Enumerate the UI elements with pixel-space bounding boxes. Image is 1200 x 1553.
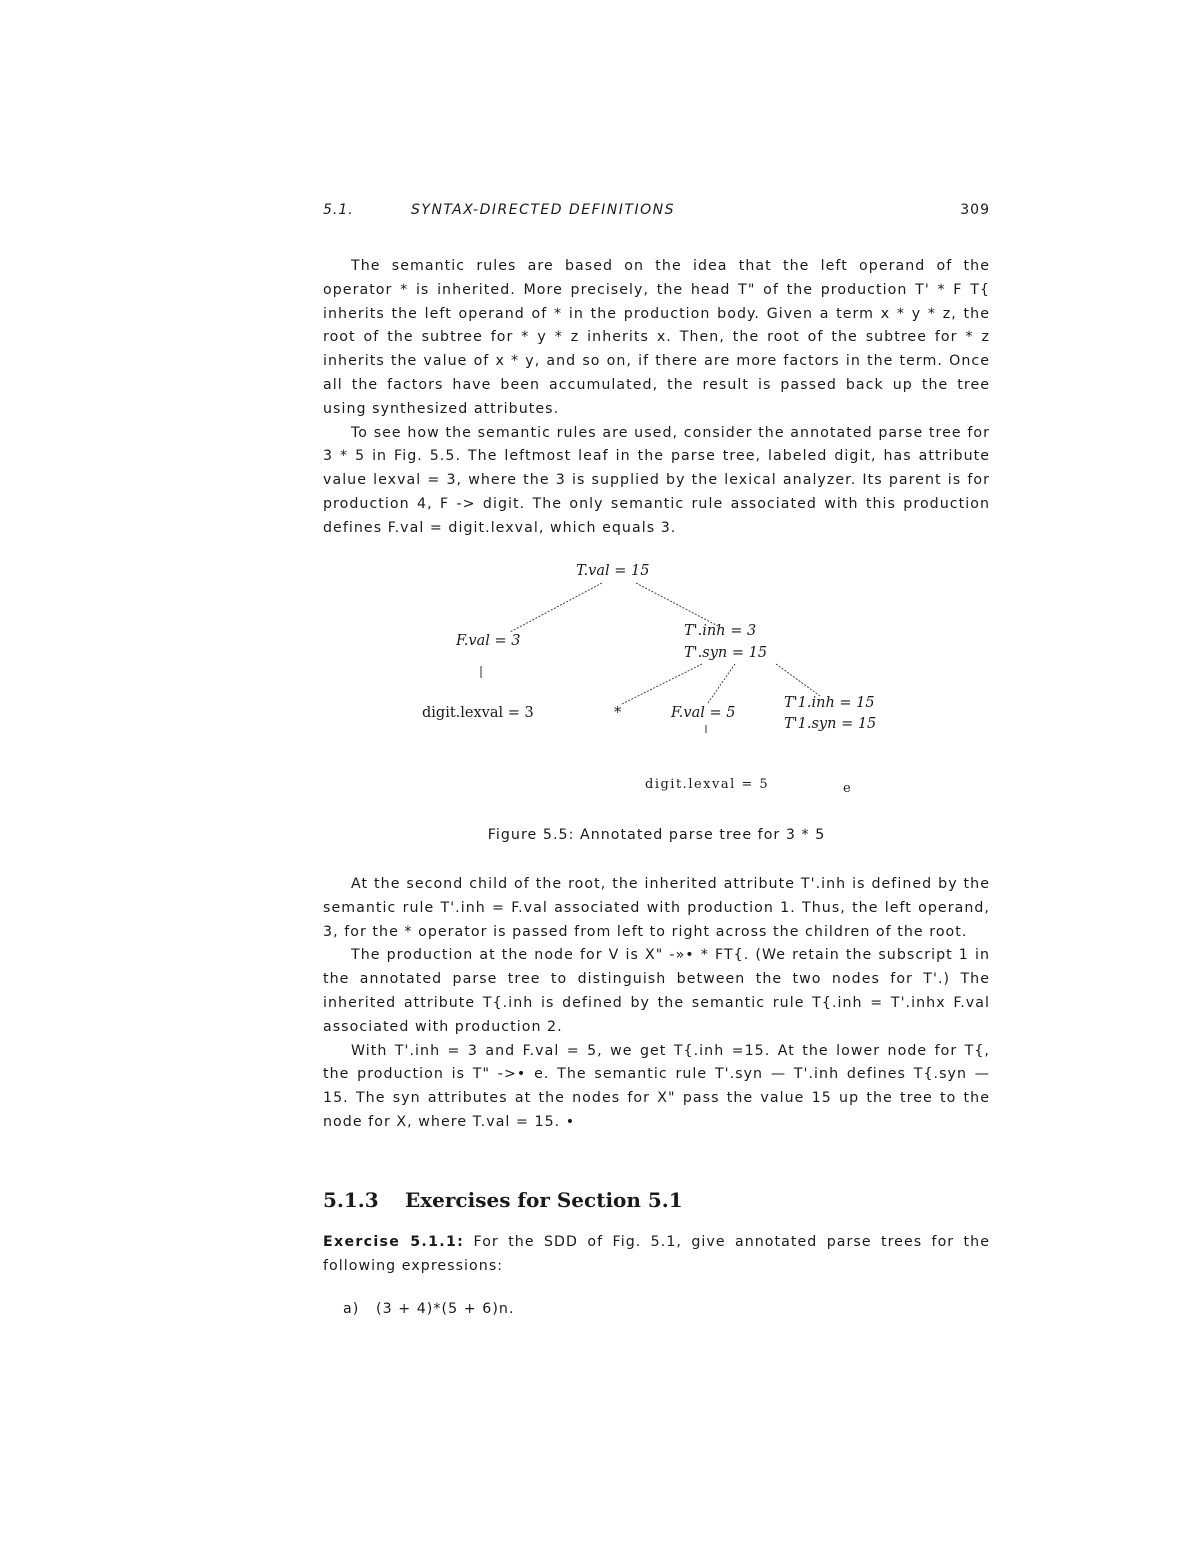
edge-tprime-t1 (776, 664, 820, 696)
tree-node-fval-right: F.val = 5 (671, 705, 736, 721)
paragraph-lower-node: With T'.inh = 3 and F.val = 5, we get T{.inh =15. At the lower node for T{, the production is T" ->• e. The semantic rule T'.syn — T'.inh defines T{.syn — 15. The syn attributes at the nodes for X" pass the value 15 up the tree to the node for X, where T.val = 15. • (323, 1042, 990, 1130)
paragraph-annotated-tree-intro: To see how the semantic rules are used, consider the annotated parse tree for 3 * 5 in Fig. 5.5. The leftmost leaf in the parse tree, labeled digit, has attribute value lexval = 3, where the 3 is supplied by the lexical analyzer. Its parent is for production 4, F -> digit. The only semantic rule associated with this production defines F.val = digit.lexval, which equals 3. (323, 424, 990, 536)
tree-node-epsilon: e (843, 781, 851, 796)
figure-caption: Figure 5.5: Annotated parse tree for 3 * 5 (487, 827, 826, 843)
tree-node-digit-right: digit.lexval = 5 (645, 777, 770, 792)
tree-node-tprime-inh: T'.inh = 3 (684, 623, 757, 639)
edge-tprime-fval2 (708, 664, 735, 703)
tree-node-t1-syn: T'1.syn = 15 (784, 716, 877, 732)
exercise-label: Exercise 5.1.1: (323, 1234, 465, 1250)
item-text: (3 + 4)*(5 + 6)n. (376, 1301, 515, 1317)
edge-root-tprime (636, 583, 718, 626)
exercise-paragraph (323, 1231, 990, 1279)
edge-tprime-star (622, 664, 702, 704)
edge-root-fval (510, 583, 602, 632)
tree-node-t1-inh: T'1.inh = 15 (784, 695, 875, 711)
exercise-block (323, 1231, 990, 1279)
exercise-item (343, 1301, 515, 1317)
header-section-number: 5.1. (323, 202, 354, 218)
header-title: SYNTAX-DIRECTED DEFINITIONS (411, 202, 675, 218)
page-number: 309 (960, 202, 990, 218)
section-number: 5.1.3 (323, 1188, 379, 1212)
section-heading (323, 1188, 683, 1212)
tree-node-root: T.val = 15 (576, 563, 650, 579)
paragraph-production-node: The production at the node for V is X" -»• * FT{. (We retain the subscript 1 in the annotated parse tree to distinguish between the two nodes for T'.) The inherited attribute T{.inh is defined by the semantic rule T{.inh = T'.inhx F.val associated with production 2. (323, 947, 990, 1035)
item-label: a) (343, 1301, 360, 1317)
section-title: Exercises for Section 5.1 (405, 1188, 683, 1212)
paragraph-second-child: At the second child of the root, the inherited attribute T'.inh is defined by the semantic rule T'.inh = F.val associated with production 1. Thus, the left operand, 3, for the * operator is passed from left to right across the children of the root. (323, 876, 990, 940)
tree-node-tprime-syn: T'.syn = 15 (684, 645, 768, 661)
exercise-text: For the SDD of Fig. 5.1, give annotated parse trees for the following expressions: (323, 1234, 990, 1274)
tree-node-fval-left: F.val = 3 (456, 633, 521, 649)
paragraph-inherited-operand: The semantic rules are based on the idea that the left operand of the operator * is inherited. More precisely, the head T" of the production T' * F T{ inherits the left operand of * in the production body. Given a term x * y * z, the root of the subtree for * y * z inherits x. Then, the root of the subtree for * z inherits the value of x * y, and so on, if there are more factors in the term. Once all the factors have been accumulated, the result is passed back up the tree using synthesized attributes. (323, 258, 990, 417)
tree-node-digit-left: digit.lexval = 3 (422, 705, 534, 721)
tree-node-star: * (614, 705, 622, 721)
body-text-lower (323, 873, 990, 1135)
